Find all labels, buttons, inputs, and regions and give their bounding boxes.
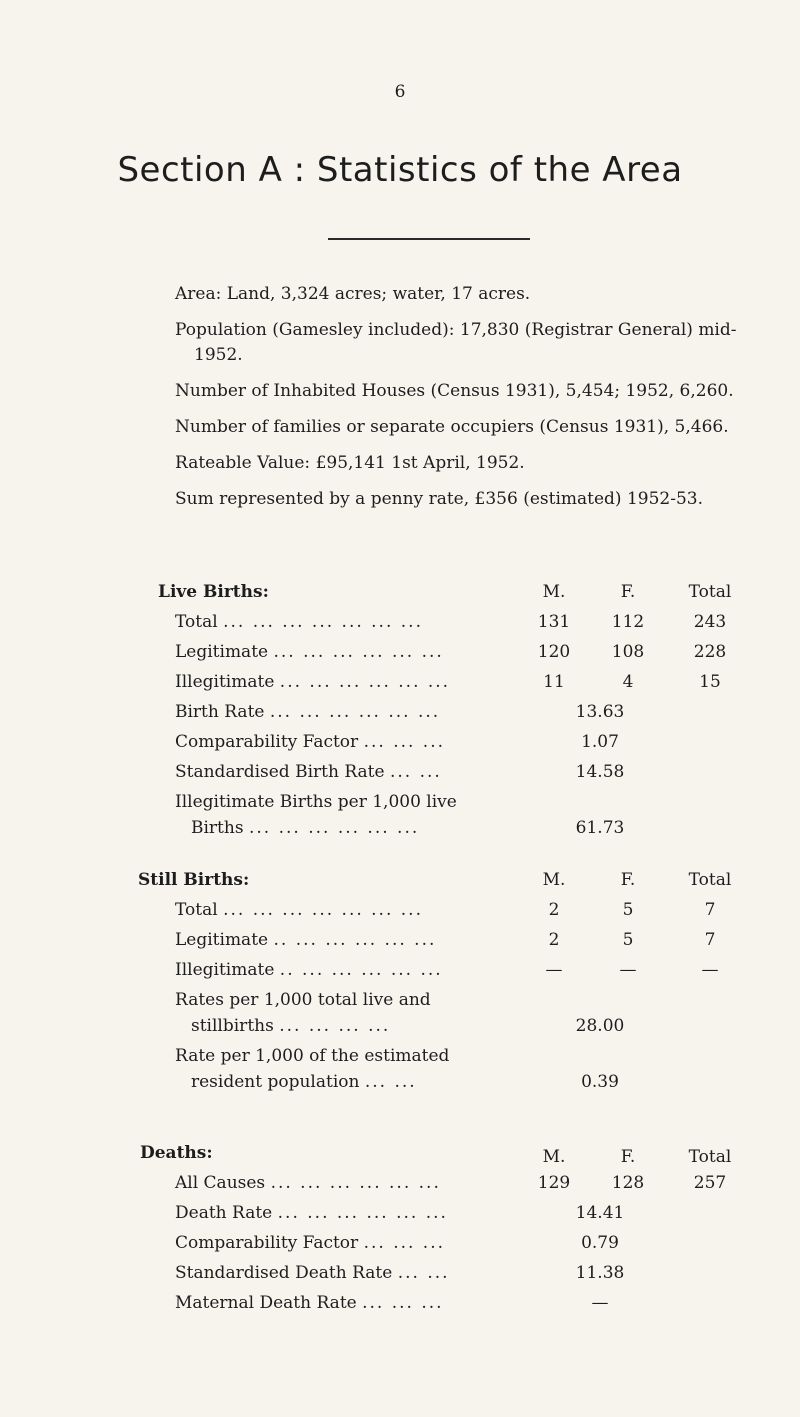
standardised-death-rate-row bbox=[0, 1263, 800, 1290]
rate-live-still-row bbox=[0, 990, 800, 1017]
col-f-header: F. bbox=[620, 870, 636, 890]
illegitimate-rate-row-2 bbox=[0, 818, 800, 845]
rate-value: 61.73 bbox=[575, 818, 625, 838]
table-row bbox=[0, 960, 800, 987]
cell-f: 112 bbox=[611, 612, 645, 632]
col-total-header: Total bbox=[688, 582, 732, 602]
cell-f: 5 bbox=[622, 930, 634, 950]
cell-m: 11 bbox=[543, 672, 565, 692]
illegitimate-rate-row bbox=[0, 792, 800, 819]
population-line: Population (Gamesley included): 17,830 (Registrar General) mid-1952. bbox=[175, 320, 737, 365]
cell-total: 15 bbox=[699, 672, 721, 692]
still-births-heading: Still Births: bbox=[138, 870, 250, 890]
penny-rate-line: Sum represented by a penny rate, £356 (estimated) 1952-53. bbox=[175, 489, 703, 509]
cell-m: — bbox=[545, 960, 563, 980]
cell-f: 4 bbox=[622, 672, 634, 692]
col-m-header: M. bbox=[542, 870, 566, 890]
row-label-line1: Illegitimate Births per 1,000 live bbox=[175, 792, 457, 812]
rate-value: 13.63 bbox=[575, 702, 625, 722]
section-title: Section A : Statistics of the Area bbox=[117, 150, 683, 190]
col-m-header: M. bbox=[542, 1147, 566, 1167]
col-f-header: F. bbox=[620, 1147, 636, 1167]
birth-rate-row bbox=[0, 702, 800, 729]
row-label: Total ... ... ... ... ... ... ... bbox=[175, 612, 423, 632]
cell-f: 108 bbox=[611, 642, 645, 662]
row-label: Comparability Factor ... ... ... bbox=[175, 1233, 446, 1253]
row-label: Comparability Factor ... ... ... bbox=[175, 732, 446, 752]
col-m-header: M. bbox=[542, 582, 566, 602]
standardised-birth-rate-row bbox=[0, 762, 800, 789]
table-row bbox=[0, 612, 800, 639]
row-label-line1: Rates per 1,000 total live and bbox=[175, 990, 431, 1010]
cell-m: 2 bbox=[548, 930, 560, 950]
col-total-header: Total bbox=[688, 870, 732, 890]
deaths-heading: Deaths: bbox=[140, 1143, 213, 1163]
cell-total: 228 bbox=[693, 642, 727, 662]
intro-paragraphs bbox=[175, 282, 755, 523]
cell-m: 2 bbox=[548, 900, 560, 920]
row-label: Illegitimate ... ... ... ... ... ... bbox=[175, 672, 451, 692]
row-label: Standardised Birth Rate ... ... bbox=[175, 762, 442, 782]
cell-m: 131 bbox=[537, 612, 571, 632]
rate-value: 28.00 bbox=[575, 1016, 625, 1036]
table-row bbox=[0, 672, 800, 699]
table-row bbox=[0, 1173, 800, 1200]
rate-value: 11.38 bbox=[575, 1263, 625, 1283]
maternal-death-rate-row bbox=[0, 1293, 800, 1320]
live-births-heading: Live Births: bbox=[158, 582, 269, 602]
cell-total: 7 bbox=[704, 900, 716, 920]
rate-population-row bbox=[0, 1046, 800, 1073]
rate-live-still-row-2 bbox=[0, 1016, 800, 1043]
row-label: Standardised Death Rate ... ... bbox=[175, 1263, 450, 1283]
death-rate-row bbox=[0, 1203, 800, 1230]
families-line: Number of families or separate occupiers (Census 1931), 5,466. bbox=[175, 417, 729, 437]
rate-value: 14.58 bbox=[575, 762, 625, 782]
rate-value: 0.79 bbox=[581, 1233, 619, 1253]
table-row bbox=[0, 930, 800, 957]
cell-total: — bbox=[701, 960, 719, 980]
comparability-row bbox=[0, 1233, 800, 1260]
row-label: Maternal Death Rate ... ... ... bbox=[175, 1293, 444, 1313]
area-line: Area: Land, 3,324 acres; water, 17 acres. bbox=[175, 284, 531, 304]
row-label: Illegitimate .. ... ... ... ... ... bbox=[175, 960, 443, 980]
row-label: Birth Rate ... ... ... ... ... ... bbox=[175, 702, 441, 722]
col-total-header: Total bbox=[688, 1147, 732, 1167]
row-label-line2: Births ... ... ... ... ... ... bbox=[191, 818, 420, 838]
rate-value: 14.41 bbox=[575, 1203, 625, 1223]
rate-value: 1.07 bbox=[581, 732, 619, 752]
cell-total: 257 bbox=[693, 1173, 727, 1193]
row-label-line1: Rate per 1,000 of the estimated bbox=[175, 1046, 450, 1066]
row-label: All Causes ... ... ... ... ... ... bbox=[175, 1173, 441, 1193]
comparability-row bbox=[0, 732, 800, 759]
row-label-line2: resident population ... ... bbox=[191, 1072, 417, 1092]
cell-total: 243 bbox=[693, 612, 727, 632]
cell-m: 120 bbox=[537, 642, 571, 662]
houses-line: Number of Inhabited Houses (Census 1931), 5,454; 1952, 6,260. bbox=[175, 381, 734, 401]
cell-f: 128 bbox=[611, 1173, 645, 1193]
title-rule bbox=[328, 238, 530, 240]
row-label: Death Rate ... ... ... ... ... ... bbox=[175, 1203, 448, 1223]
cell-total: 7 bbox=[704, 930, 716, 950]
row-label: Total ... ... ... ... ... ... ... bbox=[175, 900, 423, 920]
row-label-line2: stillbirths ... ... ... ... bbox=[191, 1016, 391, 1036]
row-label: Legitimate ... ... ... ... ... ... bbox=[175, 642, 444, 662]
page-number: 6 bbox=[394, 82, 406, 102]
rate-value: 0.39 bbox=[581, 1072, 619, 1092]
rateable-value-line: Rateable Value: £95,141 1st April, 1952. bbox=[175, 453, 525, 473]
table-row bbox=[0, 900, 800, 927]
cell-f: — bbox=[619, 960, 637, 980]
col-f-header: F. bbox=[620, 582, 636, 602]
cell-f: 5 bbox=[622, 900, 634, 920]
rate-value: — bbox=[591, 1293, 609, 1313]
row-label: Legitimate .. ... ... ... ... ... bbox=[175, 930, 437, 950]
rate-population-row-2 bbox=[0, 1072, 800, 1099]
table-row bbox=[0, 642, 800, 669]
cell-m: 129 bbox=[537, 1173, 571, 1193]
